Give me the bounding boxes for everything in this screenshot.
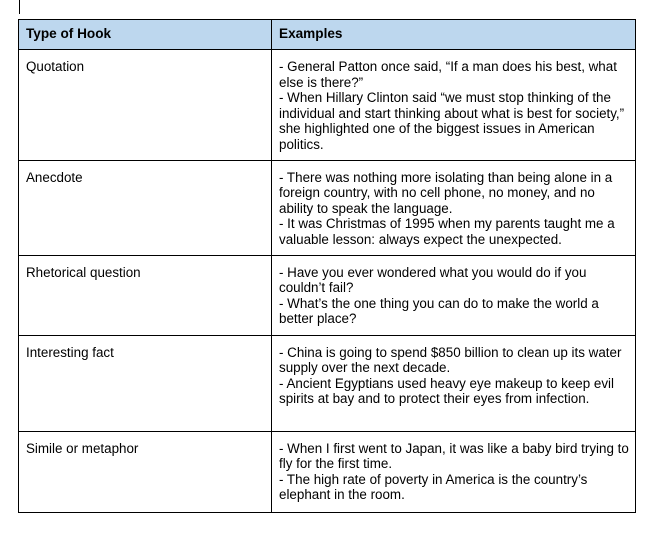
hook-type-cell: Rhetorical question — [19, 255, 272, 335]
table-row — [19, 255, 636, 335]
hooks-table — [18, 19, 636, 513]
examples-cell — [272, 255, 636, 335]
example-text: - What’s the one thing you can do to make the world a better place? — [279, 295, 599, 327]
hook-type-cell: Anecdote — [19, 160, 272, 255]
example-text: - When I first went to Japan, it was like a baby bird trying to fly for the first time. — [279, 440, 629, 472]
table-row — [19, 50, 636, 161]
example-text: - The high rate of poverty in America is the country’s elephant in the room. — [279, 471, 588, 503]
examples-cell — [272, 431, 636, 512]
table-header-row — [19, 20, 636, 50]
text-cursor — [19, 0, 20, 14]
hook-type-cell: Simile or metaphor — [19, 431, 272, 512]
header-examples: Examples — [272, 20, 636, 50]
examples-cell — [272, 160, 636, 255]
example-text: - When Hillary Clinton said “we must stop thinking of the individual and start thinking about what is best for society,” she highlighted one of the biggest issues in American politics. — [279, 90, 625, 152]
example-text: - It was Christmas of 1995 when my parents taught me a valuable lesson: always expect the unexpected. — [279, 216, 615, 247]
example-text: - China is going to spend $850 billion to clean up its water supply over the next decade. — [279, 344, 622, 376]
table-row — [19, 431, 636, 512]
example-text: - Have you ever wondered what you would do if you couldn’t fail? — [279, 264, 587, 296]
example-text: - Ancient Egyptians used heavy eye makeup to keep evil spirits at bay and to protect their eyes from infection. — [279, 375, 614, 407]
hook-type-cell: Quotation — [19, 50, 272, 161]
table-row — [19, 160, 636, 255]
header-type-of-hook: Type of Hook — [19, 20, 272, 50]
hook-type-cell: Interesting fact — [19, 335, 272, 431]
table-row — [19, 335, 636, 431]
example-text: - There was nothing more isolating than being alone in a foreign country, with no cell phone, no money, and no ability to speak the language. — [279, 169, 613, 216]
examples-cell — [272, 335, 636, 431]
example-text: - General Patton once said, “If a man does his best, what else is there?” — [279, 59, 617, 90]
examples-cell — [272, 50, 636, 161]
